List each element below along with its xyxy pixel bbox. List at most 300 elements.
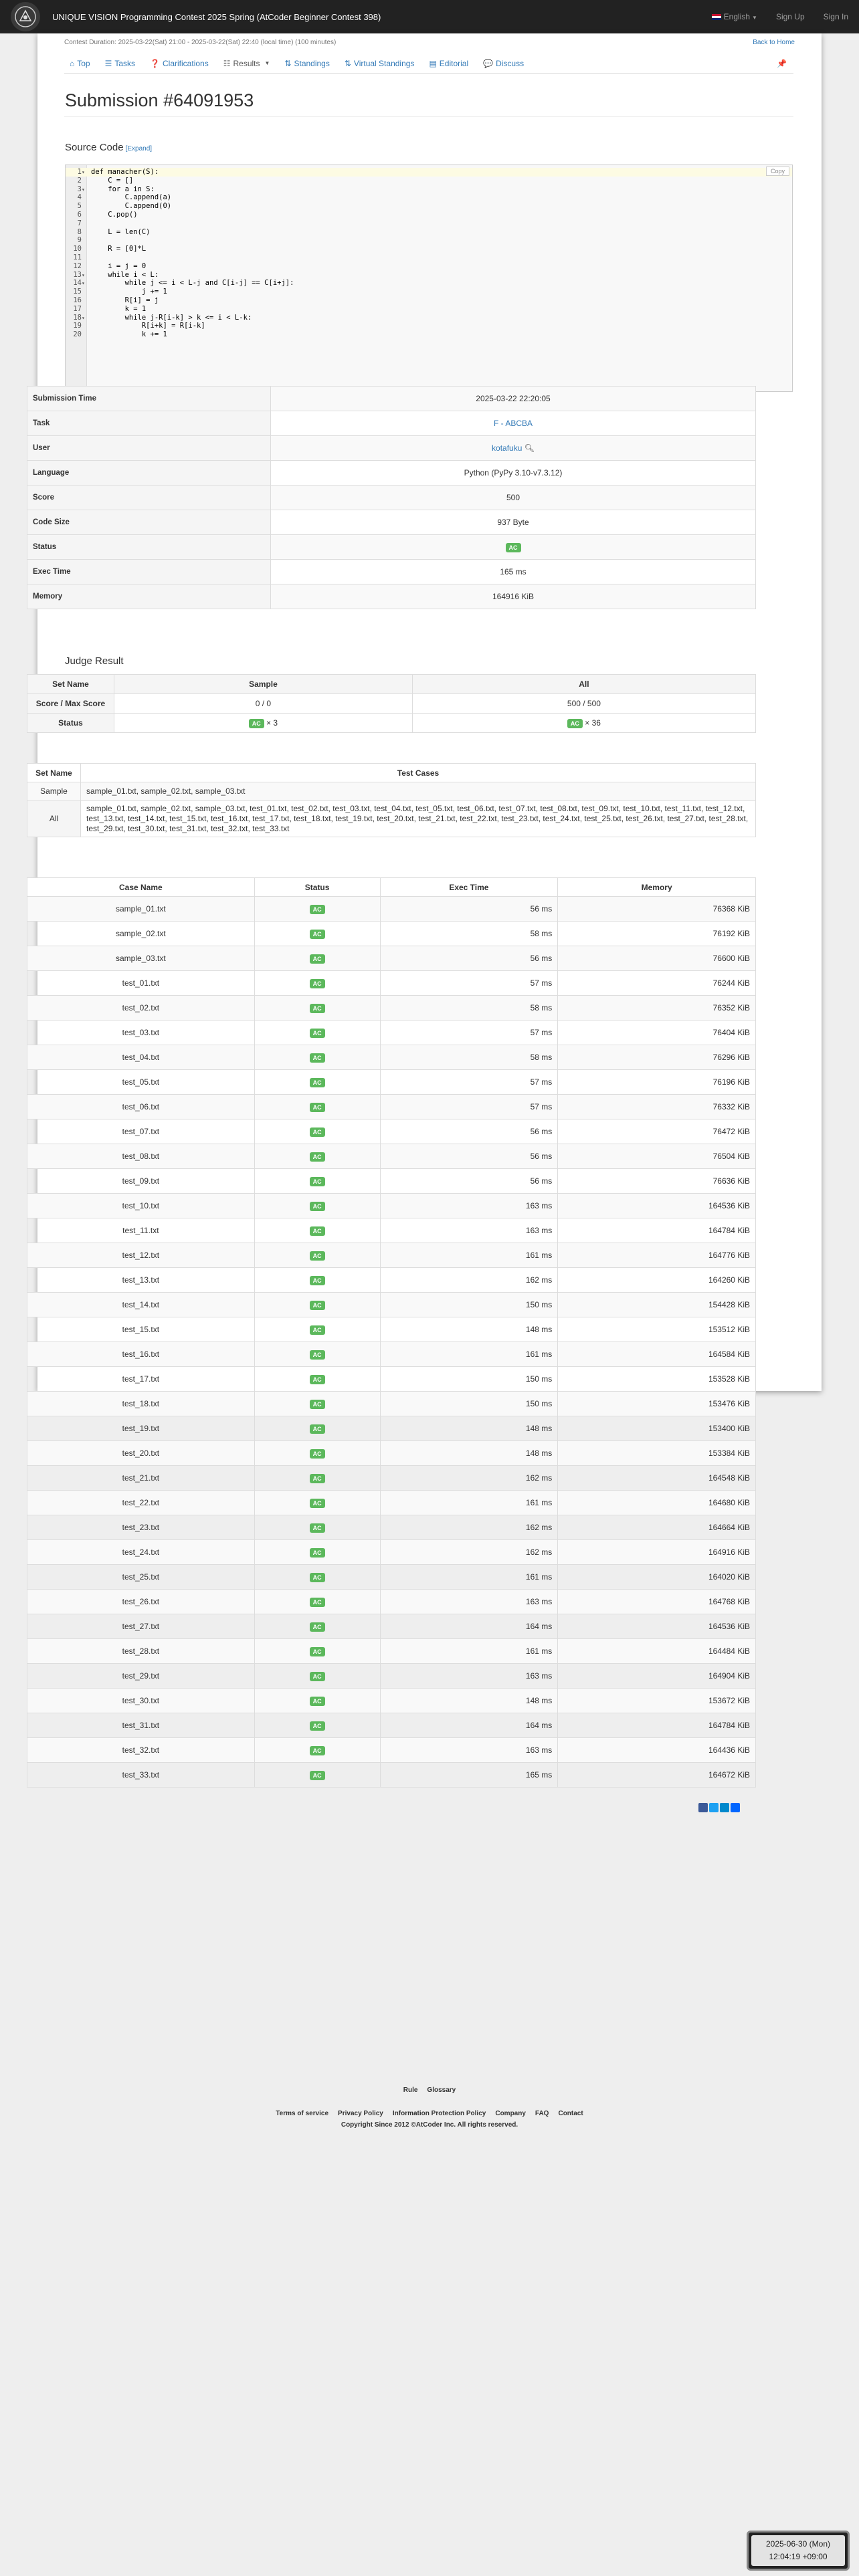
table-row <box>27 1466 756 1491</box>
status-badge: AC <box>310 1375 325 1384</box>
footer <box>0 2086 859 2129</box>
sample-ac-count: × 3 <box>266 718 278 728</box>
all-ac-count: × 36 <box>585 718 601 728</box>
exec-time: 165 ms <box>380 1763 558 1788</box>
top-navbar <box>0 0 859 33</box>
case-name: test_01.txt <box>27 971 255 996</box>
exec-time: 162 ms <box>380 1466 558 1491</box>
status-badge: AC <box>310 1029 325 1038</box>
status-cell <box>254 1367 380 1392</box>
caret-down-icon: ▼ <box>752 15 757 21</box>
status-badge: AC <box>310 1004 325 1013</box>
status-cell <box>254 1194 380 1218</box>
table-row <box>27 1763 756 1788</box>
col-header: Test Cases <box>81 764 756 782</box>
privacy-link[interactable]: Privacy Policy <box>338 2110 383 2117</box>
exec-time: 58 ms <box>380 1045 558 1070</box>
exec-time: 161 ms <box>380 1565 558 1590</box>
back-to-home-link[interactable]: Back to Home <box>753 39 795 46</box>
status-cell <box>254 1515 380 1540</box>
col-header: Set Name <box>27 675 114 694</box>
exec-time-value: 165 ms <box>271 560 756 584</box>
tab-discuss[interactable]: 💬 Discuss <box>483 58 524 68</box>
copy-button[interactable]: Copy <box>766 167 789 176</box>
memory: 76352 KiB <box>558 996 756 1021</box>
status-cell <box>254 996 380 1021</box>
table-row <box>27 922 756 946</box>
status-badge: AC <box>310 1771 325 1780</box>
col-header: Status <box>254 878 380 897</box>
table-row <box>27 1119 756 1144</box>
status-cell <box>254 1045 380 1070</box>
table-row <box>27 996 756 1021</box>
code-line: 7 <box>77 219 82 227</box>
case-name: test_11.txt <box>27 1218 255 1243</box>
test-cases-table <box>27 877 756 1788</box>
exec-time: 162 ms <box>380 1515 558 1540</box>
case-name: sample_03.txt <box>27 946 255 971</box>
exec-time: 161 ms <box>380 1243 558 1268</box>
status-badge: AC <box>310 1276 325 1285</box>
table-row <box>27 1317 756 1342</box>
memory: 164776 KiB <box>558 1243 756 1268</box>
status-cell <box>254 1169 380 1194</box>
table-row <box>27 1218 756 1243</box>
table-row <box>27 946 756 971</box>
status-cell <box>254 1614 380 1639</box>
status-cell <box>254 897 380 922</box>
twitter-icon[interactable] <box>709 1803 719 1812</box>
memory: 164484 KiB <box>558 1639 756 1664</box>
score-value: 500 <box>271 486 756 510</box>
status-badge: AC <box>310 1721 325 1731</box>
table-row <box>27 1416 756 1441</box>
case-name: test_24.txt <box>27 1540 255 1565</box>
status-badge: AC <box>310 1226 325 1236</box>
col-header: Set Name <box>27 764 81 782</box>
status-cell <box>254 1070 380 1095</box>
memory: 164584 KiB <box>558 1342 756 1367</box>
status-badge: AC <box>310 1152 325 1162</box>
memory: 164260 KiB <box>558 1268 756 1293</box>
memory: 153476 KiB <box>558 1392 756 1416</box>
exec-time: 163 ms <box>380 1738 558 1763</box>
status-cell <box>254 1639 380 1664</box>
sign-in-link[interactable]: Sign In <box>823 12 848 21</box>
exec-time: 163 ms <box>380 1590 558 1614</box>
exec-time: 58 ms <box>380 922 558 946</box>
status-cell <box>254 1738 380 1763</box>
status-badge: AC <box>567 719 583 728</box>
code-line: 14▾ while j <= i < L-j and C[i-j] == C[i+j]: <box>73 279 294 288</box>
status-badge: AC <box>310 1078 325 1087</box>
sample-score: 0 / 0 <box>114 694 413 714</box>
table-row <box>27 1367 756 1392</box>
search-icon[interactable]: 🔍︎ <box>524 443 535 453</box>
status-badge: AC <box>310 1523 325 1533</box>
memory: 164672 KiB <box>558 1763 756 1788</box>
memory: 164020 KiB <box>558 1565 756 1590</box>
status-badge: AC <box>310 1622 325 1632</box>
status-cell <box>254 1392 380 1416</box>
case-name: test_05.txt <box>27 1070 255 1095</box>
row-header: Status <box>27 714 114 733</box>
memory: 154428 KiB <box>558 1293 756 1317</box>
status-cell <box>254 922 380 946</box>
memory: 164784 KiB <box>558 1218 756 1243</box>
status-badge: AC <box>310 1499 325 1508</box>
table-row <box>27 1441 756 1466</box>
status-cell <box>254 1664 380 1689</box>
tab-top[interactable]: ⌂ Top <box>70 58 90 68</box>
share-plus-icon[interactable] <box>731 1803 740 1812</box>
set-cases: sample_01.txt, sample_02.txt, sample_03.txt, test_01.txt, test_02.txt, test_03.txt, test_04.txt, test_05.txt, test_06.txt, test_07.txt, test_08.txt, test_09.txt, test_10.txt, test_11.txt, test_12.txt, test_13.txt, test_14.txt, test_15.txt, test_16.txt, test_17.txt, test_18.txt, test_19.txt, test_20.txt, test_21.txt, test_22.txt, test_23.txt, test_24.txt, test_25.txt, test_26.txt, test_27.txt, test_28.txt, test_29.txt, test_30.txt, test_31.txt, test_32.txt, test_33.txt <box>81 801 756 837</box>
status-badge: AC <box>310 1325 325 1335</box>
exec-time: 56 ms <box>380 897 558 922</box>
contest-title-link[interactable]: UNIQUE VISION Programming Contest 2025 Spring (AtCoder Beginner Contest 398) <box>52 11 381 22</box>
exec-time: 164 ms <box>380 1614 558 1639</box>
table-row <box>27 1540 756 1565</box>
exec-time: 56 ms <box>380 1119 558 1144</box>
info-label: Code Size <box>27 510 271 535</box>
status-cell <box>254 1317 380 1342</box>
memory: 76244 KiB <box>558 971 756 996</box>
status-cell <box>254 1268 380 1293</box>
copyright: Copyright Since 2012 ©AtCoder Inc. All rights reserved. <box>341 2121 518 2129</box>
code-line: 12 i = j = 0 <box>73 261 147 270</box>
status-cell <box>254 1144 380 1169</box>
divider <box>27 1799 756 1800</box>
code-line: 18▾ while j-R[i-k] > k <= i < L-k: <box>73 313 252 322</box>
pin-icon[interactable]: 📌 <box>777 58 787 68</box>
tab-editorial[interactable]: ▤ Editorial <box>429 58 469 68</box>
contest-nav-tabs <box>64 53 793 74</box>
table-row <box>27 1268 756 1293</box>
case-name: test_30.txt <box>27 1689 255 1713</box>
case-name: sample_01.txt <box>27 897 255 922</box>
source-code-heading: Source Code [Expand] <box>65 142 153 153</box>
set-name: All <box>27 801 81 837</box>
case-name: test_25.txt <box>27 1565 255 1590</box>
exec-time: 148 ms <box>380 1317 558 1342</box>
memory: 164548 KiB <box>558 1466 756 1491</box>
memory: 164904 KiB <box>558 1664 756 1689</box>
info-label: Submission Time <box>27 387 271 411</box>
info-label: Exec Time <box>27 560 271 584</box>
exec-time: 57 ms <box>380 971 558 996</box>
memory: 153384 KiB <box>558 1441 756 1466</box>
table-row <box>27 1738 756 1763</box>
exec-time: 56 ms <box>380 1144 558 1169</box>
code-line: 5 C.append(0) <box>77 202 172 211</box>
judge-result-heading: Judge Result <box>65 655 124 667</box>
table-row <box>27 1664 756 1689</box>
caret-down-icon: ▼ <box>264 60 270 66</box>
source-code-block[interactable] <box>65 165 793 392</box>
status-badge: AC <box>310 1177 325 1186</box>
status-cell <box>254 1540 380 1565</box>
memory: 153512 KiB <box>558 1317 756 1342</box>
faq-link[interactable]: FAQ <box>535 2110 549 2117</box>
memory: 164680 KiB <box>558 1491 756 1515</box>
status-badge: AC <box>310 1697 325 1706</box>
code-line: 15 j += 1 <box>73 288 167 296</box>
case-name: test_26.txt <box>27 1590 255 1614</box>
col-header: Sample <box>114 675 413 694</box>
table-row <box>27 1144 756 1169</box>
case-name: test_04.txt <box>27 1045 255 1070</box>
code-line: 13▾ while i < L: <box>73 270 159 279</box>
info-label: Score <box>27 486 271 510</box>
sort-icon: ⇅ <box>284 58 292 68</box>
exec-time: 163 ms <box>380 1664 558 1689</box>
case-name: test_18.txt <box>27 1392 255 1416</box>
status-cell <box>254 1293 380 1317</box>
memory: 76196 KiB <box>558 1070 756 1095</box>
submission-time: 2025-03-22 22:20:05 <box>271 387 756 411</box>
col-header: Memory <box>558 878 756 897</box>
code-line: 20 k += 1 <box>73 330 167 339</box>
memory: 164536 KiB <box>558 1194 756 1218</box>
exec-time: 148 ms <box>380 1416 558 1441</box>
atcoder-logo-icon[interactable] <box>11 2 40 31</box>
memory: 164436 KiB <box>558 1738 756 1763</box>
memory: 76332 KiB <box>558 1095 756 1119</box>
memory: 164664 KiB <box>558 1515 756 1540</box>
exec-time: 56 ms <box>380 1169 558 1194</box>
status-badge: AC <box>310 979 325 988</box>
status-cell <box>254 1416 380 1441</box>
comment-icon: 💬 <box>483 58 494 68</box>
memory: 76296 KiB <box>558 1045 756 1070</box>
question-icon: ❓ <box>150 58 161 68</box>
table-row <box>27 1491 756 1515</box>
tab-clarifications[interactable]: ❓ Clarifications <box>150 58 209 68</box>
info-protection-link[interactable]: Information Protection Policy <box>392 2110 486 2117</box>
status-cell <box>254 1021 380 1045</box>
status-badge: AC <box>310 905 325 914</box>
table-row <box>27 1021 756 1045</box>
tab-tasks[interactable]: ☰ Tasks <box>104 58 136 68</box>
exec-time: 57 ms <box>380 1095 558 1119</box>
exec-time: 163 ms <box>380 1218 558 1243</box>
status-cell <box>254 971 380 996</box>
book-icon: ▤ <box>429 58 437 68</box>
rule-link[interactable]: Rule <box>403 2086 418 2094</box>
memory: 76600 KiB <box>558 946 756 971</box>
code-line: 6 C.pop() <box>77 211 138 219</box>
status-cell <box>254 1763 380 1788</box>
info-label: Task <box>27 411 271 436</box>
contest-duration: Contest Duration: 2025-03-22(Sat) 21:00 - 2025-03-22(Sat) 22:40 (local time) (100 minutes) <box>64 39 337 46</box>
status-badge: AC <box>310 1672 325 1681</box>
code-line: 10 R = [0]*L <box>73 245 147 253</box>
facebook-icon[interactable] <box>698 1803 708 1812</box>
status-cell <box>254 1095 380 1119</box>
case-name: test_09.txt <box>27 1169 255 1194</box>
table-row <box>27 1639 756 1664</box>
exec-time: 163 ms <box>380 1194 558 1218</box>
memory: 76636 KiB <box>558 1169 756 1194</box>
divider <box>64 116 793 117</box>
status-cell <box>254 1342 380 1367</box>
page-title: Submission #64091953 <box>65 90 254 110</box>
table-row <box>27 1045 756 1070</box>
all-score: 500 / 500 <box>412 694 755 714</box>
memory: 164916 KiB <box>558 1540 756 1565</box>
table-row <box>27 1689 756 1713</box>
table-row <box>27 971 756 996</box>
test-sets-table <box>27 763 756 837</box>
status-badge: AC <box>310 1202 325 1211</box>
code-line: 1▾ def manacher(S): <box>66 168 792 177</box>
code-line: 16 R[i] = j <box>73 296 159 304</box>
memory: 76504 KiB <box>558 1144 756 1169</box>
language-value: Python (PyPy 3.10-v7.3.12) <box>271 461 756 486</box>
info-label: User <box>27 436 271 461</box>
case-name: test_22.txt <box>27 1491 255 1515</box>
table-row <box>27 1293 756 1317</box>
table-row <box>27 1070 756 1095</box>
case-name: test_10.txt <box>27 1194 255 1218</box>
status-cell <box>254 1441 380 1466</box>
table-row <box>27 1095 756 1119</box>
uk-flag-icon <box>712 14 721 20</box>
exec-time: 150 ms <box>380 1392 558 1416</box>
exec-time: 57 ms <box>380 1070 558 1095</box>
status-badge: AC <box>310 1251 325 1261</box>
results-list-icon: ☷ <box>223 58 231 68</box>
table-row <box>27 1392 756 1416</box>
col-header: All <box>412 675 755 694</box>
terms-link[interactable]: Terms of service <box>276 2110 329 2117</box>
status-cell <box>254 1243 380 1268</box>
status-badge: AC <box>310 1301 325 1310</box>
exec-time: 150 ms <box>380 1293 558 1317</box>
clock-time: 12:04:19 +09:00 <box>769 2552 828 2561</box>
case-name: test_06.txt <box>27 1095 255 1119</box>
status-cell <box>254 946 380 971</box>
contact-link[interactable]: Contact <box>558 2110 583 2117</box>
share-buttons <box>698 1803 740 1812</box>
status-badge: AC <box>310 1053 325 1063</box>
exec-time: 148 ms <box>380 1441 558 1466</box>
table-row <box>27 1713 756 1738</box>
exec-time: 161 ms <box>380 1491 558 1515</box>
case-name: test_17.txt <box>27 1367 255 1392</box>
status-badge: AC <box>310 1598 325 1607</box>
case-name: test_21.txt <box>27 1466 255 1491</box>
case-name: test_29.txt <box>27 1664 255 1689</box>
case-name: test_16.txt <box>27 1342 255 1367</box>
memory: 153528 KiB <box>558 1367 756 1392</box>
code-line: 17 k = 1 <box>73 304 147 313</box>
company-link[interactable]: Company <box>495 2110 526 2117</box>
memory: 164768 KiB <box>558 1590 756 1614</box>
case-name: test_03.txt <box>27 1021 255 1045</box>
code-line: 4 C.append(a) <box>77 193 172 202</box>
memory: 164536 KiB <box>558 1614 756 1639</box>
status-badge: AC <box>310 1424 325 1434</box>
code-line: 3▾ for a in S: <box>77 185 155 193</box>
judge-result-table <box>27 674 756 733</box>
table-row <box>27 1590 756 1614</box>
code-line: 2 C = [] <box>77 176 134 185</box>
status-badge: AC <box>310 1573 325 1582</box>
status-badge: AC <box>310 1474 325 1483</box>
table-row <box>27 1342 756 1367</box>
status-badge: AC <box>310 1400 325 1409</box>
case-name: test_14.txt <box>27 1293 255 1317</box>
case-name: test_19.txt <box>27 1416 255 1441</box>
code-line: 9 <box>77 236 82 245</box>
exec-time: 162 ms <box>380 1268 558 1293</box>
language-dropdown[interactable]: English ▼ <box>712 12 757 21</box>
col-header: Exec Time <box>380 878 558 897</box>
home-icon: ⌂ <box>70 58 75 68</box>
fixed-clock <box>747 2531 850 2571</box>
exec-time: 162 ms <box>380 1540 558 1565</box>
code-line: 11 <box>73 253 82 261</box>
row-header: Score / Max Score <box>27 694 114 714</box>
sign-up-link[interactable]: Sign Up <box>775 12 805 21</box>
status-badge: AC <box>310 1449 325 1459</box>
exec-time: 57 ms <box>380 1021 558 1045</box>
status-badge: AC <box>506 543 521 552</box>
case-name: test_28.txt <box>27 1639 255 1664</box>
col-header: Case Name <box>27 878 255 897</box>
glossary-link[interactable]: Glossary <box>427 2086 456 2094</box>
table-row <box>27 897 756 922</box>
exec-time: 164 ms <box>380 1713 558 1738</box>
task-link[interactable]: F - ABCBA <box>493 419 533 428</box>
tab-virtual-standings[interactable]: ⇅ Virtual Standings <box>344 58 415 68</box>
user-link[interactable]: kotafuku <box>492 443 522 453</box>
list-icon: ☰ <box>104 58 112 68</box>
case-name: test_15.txt <box>27 1317 255 1342</box>
status-badge: AC <box>310 1746 325 1755</box>
memory: 76404 KiB <box>558 1021 756 1045</box>
status-badge: AC <box>310 1548 325 1558</box>
case-name: test_07.txt <box>27 1119 255 1144</box>
memory: 153400 KiB <box>558 1416 756 1441</box>
case-name: test_12.txt <box>27 1243 255 1268</box>
exec-time: 161 ms <box>380 1342 558 1367</box>
status-cell <box>254 1590 380 1614</box>
telegram-icon[interactable] <box>720 1803 729 1812</box>
table-row <box>27 1243 756 1268</box>
info-label: Memory <box>27 584 271 609</box>
case-name: test_13.txt <box>27 1268 255 1293</box>
status-cell <box>254 1565 380 1590</box>
expand-link[interactable]: [Expand] <box>125 145 153 152</box>
status-cell <box>254 1119 380 1144</box>
status-badge: AC <box>310 1350 325 1360</box>
case-name: test_23.txt <box>27 1515 255 1540</box>
table-row <box>27 1194 756 1218</box>
case-name: sample_02.txt <box>27 922 255 946</box>
exec-time: 150 ms <box>380 1367 558 1392</box>
status-badge: AC <box>310 1647 325 1656</box>
memory: 164784 KiB <box>558 1713 756 1738</box>
code-line: 19 R[i+k] = R[i-k] <box>73 322 205 330</box>
tab-standings[interactable]: ⇅ Standings <box>284 58 330 68</box>
submission-info-table <box>27 386 756 609</box>
info-label: Language <box>27 461 271 486</box>
sort-icon: ⇅ <box>344 58 351 68</box>
tab-results[interactable]: ☷ Results ▼ <box>223 58 270 68</box>
set-name: Sample <box>27 782 81 801</box>
